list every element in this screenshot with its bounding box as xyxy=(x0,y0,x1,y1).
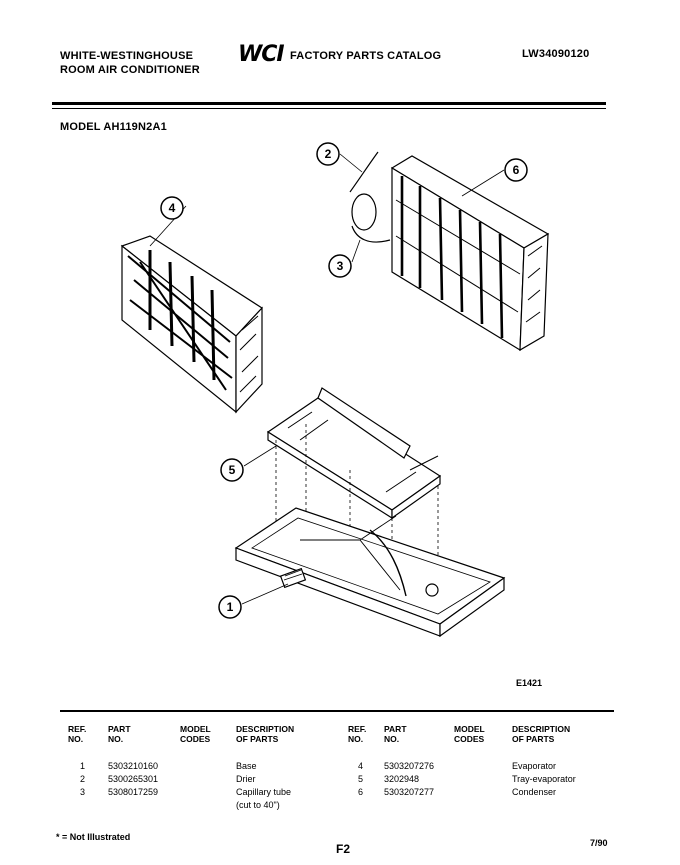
svg-text:3: 3 xyxy=(336,259,344,273)
brand-line-1: WHITE-WESTINGHOUSE xyxy=(60,50,194,62)
svg-text:6: 6 xyxy=(512,163,520,177)
tray-evaporator xyxy=(268,388,440,518)
svg-text:4: 4 xyxy=(168,201,176,215)
svg-text:1: 1 xyxy=(226,600,234,614)
part-description: Capillary tube xyxy=(236,787,292,797)
brand-line-2: ROOM AIR CONDITIONER xyxy=(60,64,200,76)
figure-code: E1421 xyxy=(516,678,543,688)
drier-tube xyxy=(350,152,378,192)
table-row: 2 xyxy=(80,774,86,784)
table-top-rule xyxy=(60,710,614,712)
part-number: 5303207277 xyxy=(384,787,435,797)
revision-date: 7/90 xyxy=(590,838,608,848)
part-number: 5308017259 xyxy=(108,787,159,797)
callout-4 xyxy=(161,197,183,219)
part-number: 5303210160 xyxy=(108,761,159,771)
svg-text:2: 2 xyxy=(324,147,332,161)
part-description: Condenser xyxy=(512,787,557,797)
not-illustrated-note: * = Not Illustrated xyxy=(56,832,131,842)
condenser-coil xyxy=(392,156,548,350)
table-row: 1 xyxy=(80,761,86,771)
table-row: 4 xyxy=(358,761,364,771)
part-description: Drier xyxy=(236,774,256,784)
callout-1 xyxy=(219,596,241,618)
catalog-number: LW34090120 xyxy=(522,48,590,60)
page-number: F2 xyxy=(336,842,351,856)
header-desc-right: DESCRIPTION OF PARTS xyxy=(512,724,571,744)
header-desc: DESCRIPTION OF PARTS xyxy=(236,724,295,744)
part-description: Tray-evaporator xyxy=(512,774,576,784)
catalog-title: FACTORY PARTS CATALOG xyxy=(290,50,442,62)
header-part: PART NO. xyxy=(108,724,131,744)
part-description: Evaporator xyxy=(512,761,557,771)
part-number: 5300265301 xyxy=(108,774,159,784)
base-pan xyxy=(236,508,504,636)
header-ref-right: REF. NO. xyxy=(348,724,367,744)
header-model: MODEL CODES xyxy=(180,724,211,744)
callout-5 xyxy=(221,459,243,481)
header-part-right: PART NO. xyxy=(384,724,407,744)
part-number: 3202948 xyxy=(384,774,420,784)
part-number: 5303207276 xyxy=(384,761,435,771)
model-label: MODEL AH119N2A1 xyxy=(60,121,167,133)
part-description-note: (cut to 40") xyxy=(236,800,280,810)
table-row: 3 xyxy=(80,787,86,797)
header-model-right: MODEL CODES xyxy=(454,724,485,744)
wci-logo: WCI xyxy=(238,42,284,67)
svg-text:5: 5 xyxy=(228,463,236,477)
capillary-loop xyxy=(352,194,376,230)
table-row: 6 xyxy=(358,787,364,797)
callout-2 xyxy=(317,143,339,165)
callout-6 xyxy=(505,159,527,181)
callout-3 xyxy=(329,255,351,277)
part-description: Base xyxy=(236,761,257,771)
header-ref: REF. NO. xyxy=(68,724,87,744)
evaporator-coil xyxy=(122,236,262,412)
table-row: 5 xyxy=(358,774,364,784)
